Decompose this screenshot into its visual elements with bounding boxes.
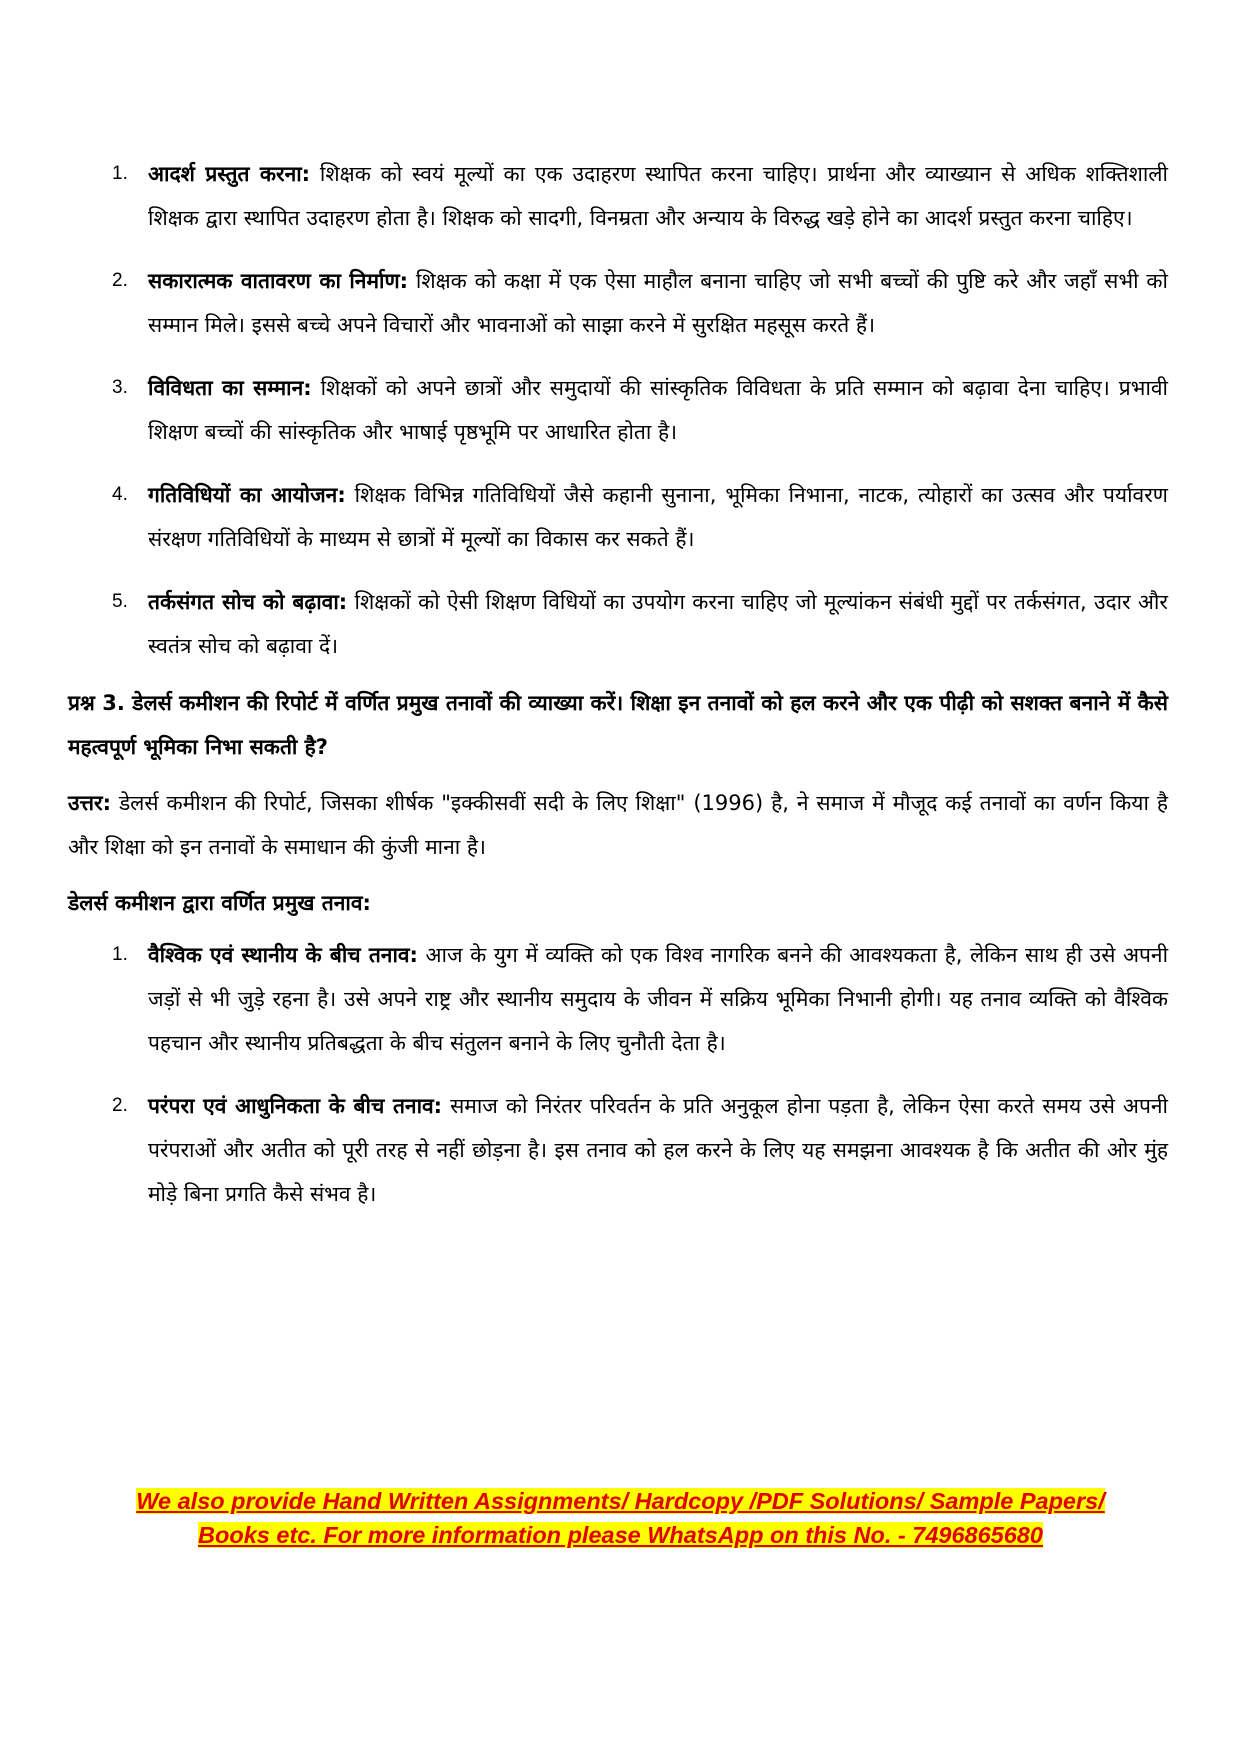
numbered-list-methods [68,152,1168,668]
list-item-title: तर्कसंगत सोच को बढ़ावा: [148,590,348,614]
list-item [68,259,1168,347]
list-item [68,1084,1168,1216]
list-item-text: समाज को निरंतर परिवर्तन के प्रति अनुकूल होना पड़ता है, लेकिन ऐसा करते समय उसे अपनी परंपराओं और अतीत को पूरी तरह से नहीं छोड़ना है। इस तनाव को हल करने के लिए यह समझना आवश्यक है कि अतीत की ओर मुंह मोड़े बिना प्रगति कैसे संभव है। [148,1094,1168,1206]
list-item-title: परंपरा एवं आधुनिकता के बीच तनाव: [148,1094,443,1118]
list-item [68,933,1168,1065]
list-item-number: 1. [112,163,128,184]
list-item-text: आज के युग में व्यक्ति को एक विश्व नागरिक बनने की आवश्यकता है, लेकिन साथ ही उसे अपनी जड़ों से भी जुड़े रहना है। उसे अपने राष्ट्र और स्थानीय समुदाय के जीवन में सक्रिय भूमिका निभानी होगी। यह तनाव व्यक्ति को वैश्विक पहचान और स्थानीय प्रतिबद्धता के बीच संतुलन बनाने के लिए चुनौती देता है। [148,943,1169,1055]
list-item-text: शिक्षक विभिन्न गतिविधियों जैसे कहानी सुनाना, भूमिका निभाना, नाटक, त्योहारों का उत्सव और पर्यावरण संरक्षण गतिविधियों के माध्यम से छात्रों में मूल्यों का विकास कर सकते हैं। [148,483,1168,551]
list-item-title: विविधता का सम्मान: [148,376,312,400]
footer-line-2: Books etc. For more information please WhatsApp on this No. - 7496865680 [198,1522,1043,1548]
answer-paragraph [68,781,1168,869]
list-item [68,473,1168,561]
list-item-number: 2. [112,270,128,291]
list-item-number: 5. [112,591,128,612]
list-item-text: शिक्षक को कक्षा में एक ऐसा माहौल बनाना चाहिए जो सभी बच्चों की पुष्टि करे और जहाँ सभी को सम्मान मिले। इससे बच्चे अपने विचारों और भावनाओं को साझा करने में सुरक्षित महसूस करते हैं। [148,269,1168,337]
page-content [68,152,1168,1235]
answer-text: डेलर्स कमीशन की रिपोर्ट, जिसका शीर्षक "इक्कीसवीं सदी के लिए शिक्षा" (1996) है, ने समाज में मौजूद कई तनावों का वर्णन किया है और शिक्षा को इन तनावों के समाधान की कुंजी माना है। [68,791,1168,859]
footer-line-1: We also provide Hand Written Assignments/ Hardcopy /PDF Solutions/ Sample Papers/ [136,1488,1105,1514]
list-item [68,580,1168,668]
list-item-number: 1. [112,944,128,965]
list-item-number: 2. [112,1095,128,1116]
list-item-number: 3. [112,377,128,398]
section-subheading: डेलर्स कमीशन द्वारा वर्णित प्रमुख तनाव: [68,891,371,915]
numbered-list-tensions [68,933,1168,1216]
list-item [68,152,1168,240]
list-item-title: आदर्श प्रस्तुत करना: [148,162,311,186]
list-item [68,366,1168,454]
list-item-text: शिक्षकों को ऐसी शिक्षण विधियों का उपयोग करना चाहिए जो मूल्यांकन संबंधी मुद्दों पर तर्कसंगत, उदार और स्वतंत्र सोच को बढ़ावा दें। [148,590,1169,658]
list-item-title: वैश्विक एवं स्थानीय के बीच तनाव: [148,943,418,967]
question-heading: प्रश्न 3. डेलर्स कमीशन की रिपोर्ट में वर्णित प्रमुख तनावों की व्याख्या करें। शिक्षा इन तनावों को हल करने और एक पीढ़ी को सशक्त बनाने में कैसे महत्वपूर्ण भूमिका निभा सकती है? [68,691,1168,759]
footer-promo [60,1484,1181,1552]
answer-label: उत्तर: [68,791,112,815]
list-item-title: गतिविधियों का आयोजन: [148,483,346,507]
list-item-text: शिक्षकों को अपने छात्रों और समुदायों की सांस्कृतिक विविधता के प्रति सम्मान को बढ़ावा देना चाहिए। प्रभावी शिक्षण बच्चों की सांस्कृतिक और भाषाई पृष्ठभूमि पर आधारित होता है। [148,376,1168,444]
list-item-title: सकारात्मक वातावरण का निर्माण: [148,269,409,293]
list-item-number: 4. [112,484,128,505]
list-item-text: शिक्षक को स्वयं मूल्यों का एक उदाहरण स्थापित करना चाहिए। प्रार्थना और व्याख्यान से अधिक शक्तिशाली शिक्षक द्वारा स्थापित उदाहरण होता है। शिक्षक को सादगी, विनम्रता और अन्याय के विरुद्ध खड़े होने का आदर्श प्रस्तुत करना चाहिए। [148,162,1168,230]
